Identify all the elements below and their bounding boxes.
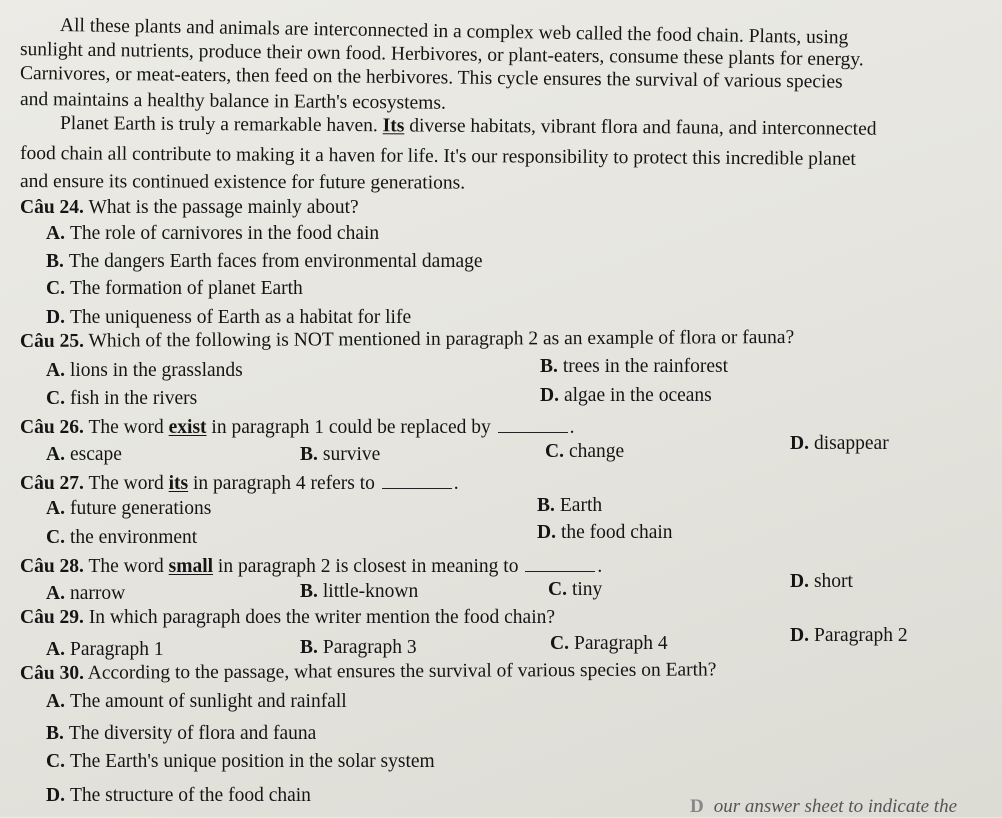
q25-option-d[interactable]: D. algae in the oceans: [540, 385, 712, 406]
q29-option-d[interactable]: D. Paragraph 2: [790, 625, 908, 646]
q28-option-a[interactable]: A. narrow: [46, 583, 126, 604]
q27-option-a[interactable]: A. future generations: [46, 498, 212, 519]
q30-option-a[interactable]: A. The amount of sunlight and rainfall: [46, 691, 347, 712]
underlined-word-its: its: [168, 473, 189, 494]
q27-option-b[interactable]: B. Earth: [537, 495, 603, 516]
q28-option-c[interactable]: C. tiny: [548, 579, 603, 600]
question-text: Which of the following is NOT mentioned in paragraph 2 as an example of flora or fauna?: [88, 326, 795, 352]
cut-off-letter: D: [690, 796, 704, 817]
question-25: [20, 326, 794, 354]
q24-option-b[interactable]: B. The dangers Earth faces from environmental damage: [46, 251, 483, 272]
question-number: Câu 28.: [20, 556, 84, 577]
question-30: [20, 658, 717, 686]
question-29: [20, 606, 555, 630]
question-number: Câu 29.: [20, 607, 84, 628]
passage-line: and ensure its continued existence for future generations.: [19, 171, 466, 194]
question-text: in paragraph 4 refers to: [188, 473, 375, 494]
question-text: in paragraph 1 could be replaced by: [206, 417, 491, 438]
cut-off-instruction: [690, 796, 957, 818]
q28-option-b[interactable]: B. little-known: [300, 581, 419, 602]
question-number: Câu 27.: [20, 473, 84, 494]
underlined-word-small: small: [168, 556, 214, 577]
q27-option-d[interactable]: D. the food chain: [537, 522, 673, 543]
q25-option-b[interactable]: B. trees in the rainforest: [540, 356, 729, 377]
question-text: The word: [88, 473, 169, 494]
q25-option-c[interactable]: C. fish in the rivers: [46, 388, 198, 409]
question-text: According to the passage, what ensures the survival of various species on Earth?: [87, 659, 717, 684]
question-text: What is the passage mainly about?: [88, 197, 359, 218]
question-number: Câu 25.: [19, 330, 84, 352]
q26-option-d[interactable]: D. disappear: [790, 433, 889, 454]
q28-option-d[interactable]: D. short: [790, 571, 853, 592]
q24-option-a[interactable]: A. The role of carnivores in the food chain: [46, 223, 380, 244]
q26-option-a[interactable]: A. escape: [46, 444, 122, 465]
passage-line: sunlight and nutrients, produce their own food. Herbivores, or plant-eaters, consume these plants for energy.: [19, 39, 864, 71]
q29-option-b[interactable]: B. Paragraph 3: [300, 637, 417, 658]
cut-off-text: our answer sheet to indicate the: [713, 796, 958, 817]
passage-line: All these plants and animals are interconnected in a complex web called the food chain. Plants, using: [59, 15, 849, 49]
question-text: In which paragraph does the writer mention the food chain?: [88, 607, 556, 628]
q27-option-c[interactable]: C. the environment: [46, 527, 198, 548]
question-number: Câu 30.: [19, 662, 84, 684]
question-text: The word: [88, 556, 169, 577]
q26-option-c[interactable]: C. change: [545, 441, 625, 462]
question-number: Câu 24.: [20, 197, 84, 218]
underlined-word-its: Its: [382, 115, 405, 137]
passage-text: diverse habitats, vibrant flora and fauna, and interconnected: [404, 115, 877, 140]
q26-option-b[interactable]: B. survive: [300, 444, 381, 465]
question-text: in paragraph 2 is closest in meaning to: [213, 556, 519, 577]
answer-blank[interactable]: [382, 472, 452, 489]
question-28: Câu 28. The word small in paragraph 2 is closest in meaning to .: [20, 556, 603, 577]
q29-option-a[interactable]: A. Paragraph 1: [46, 639, 164, 660]
question-text: The word: [88, 417, 169, 438]
q24-option-d[interactable]: D. The uniqueness of Earth as a habitat for life: [46, 307, 412, 328]
q30-option-d[interactable]: D. The structure of the food chain: [46, 785, 311, 806]
question-26: Câu 26. The word exist in paragraph 1 could be replaced by .: [20, 417, 575, 438]
q25-option-a[interactable]: A. lions in the grasslands: [46, 360, 243, 381]
answer-blank[interactable]: [525, 555, 595, 572]
q24-option-c[interactable]: C. The formation of planet Earth: [46, 278, 303, 299]
passage-line: and maintains a healthy balance in Earth's ecosystems.: [19, 89, 446, 114]
q30-option-c[interactable]: C. The Earth's unique position in the solar system: [46, 751, 435, 772]
passage-line: [60, 112, 877, 142]
passage-line: Carnivores, or meat-eaters, then feed on the herbivores. This cycle ensures the survival of various species: [19, 63, 843, 93]
passage-line: food chain all contribute to making it a haven for life. It's our responsibility to protect this incredible planet: [19, 143, 856, 170]
underlined-word-exist: exist: [168, 417, 207, 438]
question-number: Câu 26.: [20, 417, 84, 438]
question-27: Câu 27. The word its in paragraph 4 refers to .: [20, 473, 459, 494]
q29-option-c[interactable]: C. Paragraph 4: [550, 633, 668, 654]
q30-option-b[interactable]: B. The diversity of flora and fauna: [46, 723, 317, 744]
answer-blank[interactable]: [498, 416, 568, 433]
passage-text: Planet Earth is truly a remarkable haven.: [59, 113, 383, 137]
question-24: [20, 196, 359, 220]
